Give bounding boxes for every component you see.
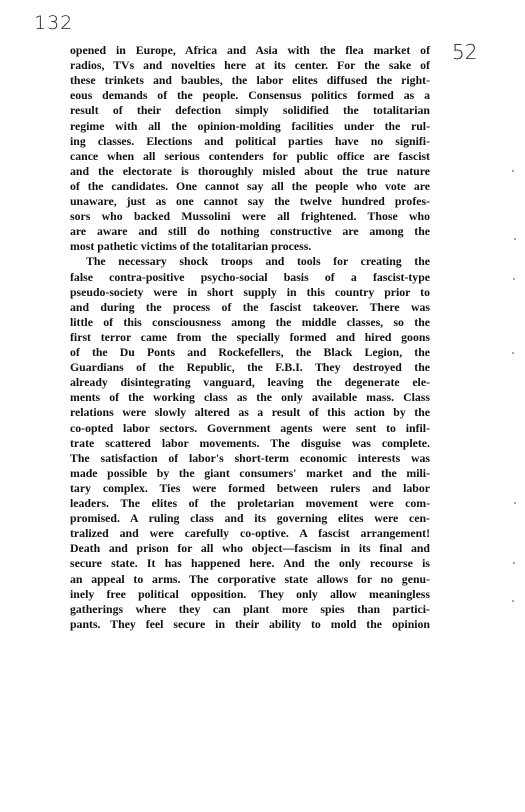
text-line: sors who backed Mussolini were all frightened. Those who: [70, 209, 430, 224]
text-line: false contra-positive psycho-social basis of a fascist-type: [70, 269, 430, 284]
text-line: most pathetic victims of the totalitarian process.: [70, 239, 312, 254]
text-line: relations were slowly altered as a result of this action by the: [70, 405, 430, 420]
text-line: pants. They feel secure in their ability to mold the opinion: [70, 616, 430, 631]
scan-speck: [513, 562, 515, 564]
text-line: unaware, just as one cannot say the twelve hundred profes-: [70, 194, 430, 208]
text-line: first terror came from the specially formed and hired goons: [70, 329, 430, 344]
text-line: promised. A ruling class and its governing elites were cen-: [70, 511, 430, 526]
text-line: of the candidates. One cannot say all the people who vote are: [70, 178, 430, 193]
text-line: pseudo-society were in short supply in this country prior to: [70, 284, 430, 299]
text-line: tralized and were carefully co-optive. A fascist arrangement!: [70, 526, 430, 541]
text-line: regime with all the opinion-molding facilities under the rul-: [70, 118, 430, 133]
text-line: made possible by the giant consumers' market and the mili-: [70, 465, 430, 480]
text-line: radios, TVs and novelties here at its center. For the sake of: [70, 58, 430, 73]
text-line: little of this consciousness among the middle classes, so the: [70, 314, 430, 329]
text-line: and during the process of the fascist takeover. There was: [70, 299, 430, 314]
text-line: opened in Europe, Africa and Asia with the flea market of: [70, 43, 430, 57]
text-line: secure state. It has happened here. And the only recourse is: [70, 556, 430, 571]
text-line: ments of the working class as the only available mass. Class: [70, 390, 430, 405]
text-line: ing classes. Elections and political parties have no signifi-: [70, 133, 430, 148]
text-line: already disintegrating vanguard, leaving the degenerate ele-: [70, 375, 430, 390]
text-line: Death and prison for all who object—fascism in its final and: [70, 541, 430, 556]
scan-speck: [514, 238, 516, 240]
text-line: The necessary shock troops and tools for creating the: [86, 254, 430, 269]
scan-speck: [514, 502, 516, 504]
scan-speck: [512, 352, 514, 354]
text-line: an appeal to arms. The corporative state allows for no genu-: [70, 571, 430, 586]
text-line: tary complex. Ties were formed between rulers and labor: [70, 480, 430, 495]
scan-speck: [512, 600, 514, 602]
text-line: inely free political opposition. They only allow meaningless: [70, 586, 430, 601]
text-line: gatherings where they can plant more spies than partici-: [70, 601, 430, 616]
text-line: and the electorate is thoroughly misled about the true nature: [70, 163, 430, 178]
text-line: leaders. The elites of the proletarian movement were com-: [70, 496, 430, 510]
text-line: trate scattered labor movements. The disguise was complete.: [70, 435, 430, 450]
text-line: The satisfaction of labor's short-term economic interests was: [70, 450, 430, 465]
text-line: eous demands of the people. Consensus politics formed as a: [70, 88, 430, 103]
handwritten-page-number: 132: [34, 12, 74, 34]
scan-speck: [513, 278, 515, 280]
text-line: result of their defection simply solidified the totalitarian: [70, 103, 430, 118]
text-line: cance when all serious contenders for public office are fascist: [70, 148, 430, 163]
scan-speck: [512, 170, 514, 172]
text-line: these trinkets and baubles, the labor elites diffused the right-: [70, 73, 430, 88]
text-line: Guardians of the Republic, the F.B.I. They destroyed the: [70, 360, 430, 375]
handwritten-side-number: 52: [452, 40, 478, 64]
text-line: co-opted labor sectors. Government agents were sent to infil-: [70, 420, 430, 435]
text-line: of the Du Ponts and Rockefellers, the Black Legion, the: [70, 345, 430, 359]
text-line: are aware and still do nothing constructive are among the: [70, 224, 430, 239]
